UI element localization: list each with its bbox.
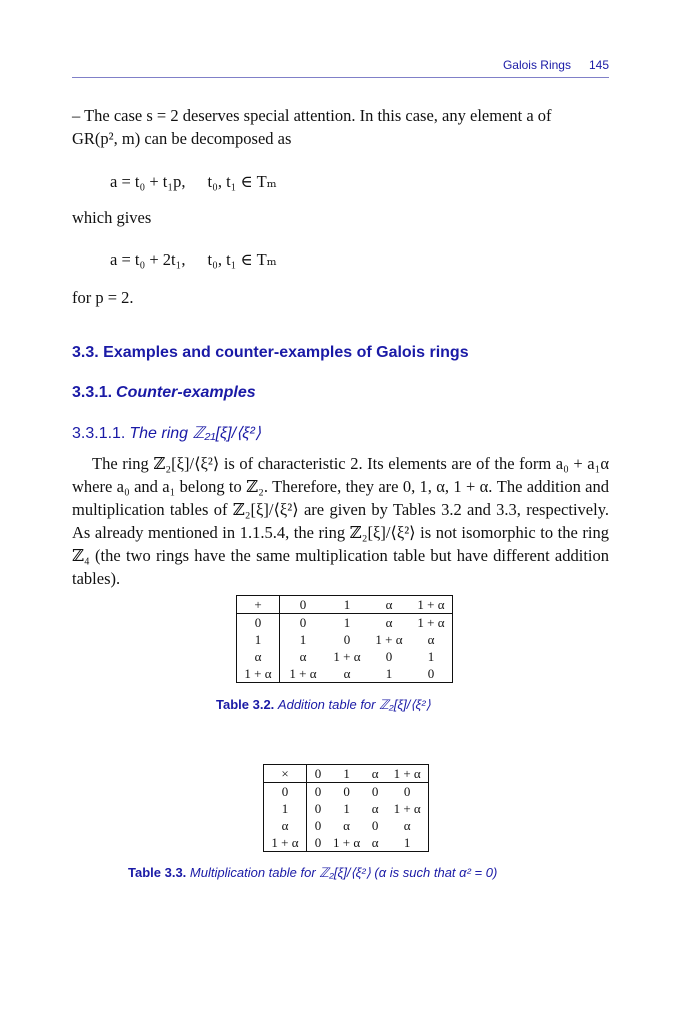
table-cell: 0 (385, 648, 393, 664)
addition-table-header-row (237, 596, 453, 614)
table-row (264, 834, 429, 852)
table-cell: 1 (343, 614, 351, 630)
caption-label: Table 3.2. (216, 697, 275, 712)
table-cell: 1 + α (410, 596, 453, 614)
table-cell: 1 + α (289, 665, 317, 681)
table-cell: 0 (314, 834, 322, 850)
table-cell: α (364, 765, 386, 783)
for-p: for p = 2. (72, 288, 134, 307)
addition-table-caption (216, 697, 431, 713)
subsubsection-number: 3.3.1.1. (72, 425, 126, 442)
table-cell: 0 (314, 800, 322, 816)
table-cell: α (343, 665, 351, 681)
table-cell: 0 (264, 783, 307, 801)
multiplication-table-header-row (264, 765, 429, 783)
table-cell: 1 (403, 834, 411, 850)
table-cell: 1 + α (393, 800, 421, 816)
table-cell: 0 (307, 765, 330, 783)
table-cell: 0 (343, 783, 350, 799)
table-cell: + (237, 596, 280, 614)
page-number: 145 (588, 58, 609, 72)
table-cell: α (371, 834, 379, 850)
eq2-lhs: a = t₀ + 2t₁, (110, 250, 186, 269)
table-cell: 1 (329, 765, 364, 783)
table-cell: 1 (326, 596, 368, 614)
table-row (264, 800, 429, 817)
body-paragraph: The ring ℤ₂[ξ]/⟨ξ²⟩ is of characteristic 2. Its elements are of the form a₀ + a₁α where a₀ and a₁ belong to ℤ₂. Therefore, they are 0, 1, α, 1 + α. The addition and multiplication tables of ℤ₂[ξ]/⟨ξ²⟩ are given by Tables 3.2 and 3.3, respectively. As already mentioned in 1.1.5.4, the ring ℤ₂[ξ]/⟨ξ²⟩ is not isomorphic to the ring ℤ₄ (the two rings have the same multiplication table but have different addition tables). (72, 454, 609, 588)
table-cell: α (237, 648, 280, 665)
table-cell: × (264, 765, 307, 783)
table-cell: α (427, 631, 435, 647)
table-cell: 1 (343, 800, 350, 816)
intro-line-2: GR(p², m) can be decomposed as (72, 129, 292, 148)
table-cell: α (343, 817, 350, 833)
table-cell: 0 (371, 817, 379, 833)
caption-text: Addition table for ℤ₂[ξ]/⟨ξ²⟩ (277, 697, 431, 712)
addition-table (236, 595, 453, 683)
table-cell: α (371, 800, 379, 816)
table-cell: 1 + α (237, 665, 280, 683)
multiplication-table-caption (128, 865, 497, 881)
subsection-title: Counter-examples (116, 384, 256, 401)
table-row (237, 631, 453, 648)
header-title: Galois Rings (502, 58, 571, 72)
table-cell: 1 (299, 631, 307, 647)
table-cell: 0 (314, 783, 322, 799)
table-cell: 0 (403, 783, 411, 799)
table-cell: α (264, 817, 307, 834)
eq2-rhs: t₀, t₁ ∈ Tₘ (207, 250, 277, 269)
equation-1 (110, 172, 277, 192)
eq1-rhs: t₀, t₁ ∈ Tₘ (207, 172, 277, 191)
table-cell: 1 (237, 631, 280, 648)
subsubsection-heading (72, 423, 261, 443)
intro-line-1: – The case s = 2 deserves special attention. In this case, any element a of (72, 106, 552, 125)
table-cell: 0 (299, 614, 307, 630)
table-cell: 1 (427, 648, 435, 664)
caption-label: Table 3.3. (128, 865, 187, 880)
table-cell: 1 + α (386, 765, 429, 783)
table-cell: 0 (371, 783, 379, 799)
caption-text: Multiplication table for ℤ₂[ξ]/⟨ξ²⟩ (α is such that α² = 0) (189, 865, 498, 880)
table-cell: 1 + α (417, 614, 445, 630)
subsubsection-title: The ring ℤ₂₁[ξ]/⟨ξ²⟩ (129, 425, 262, 442)
table-cell: 0 (280, 596, 327, 614)
table-cell: 1 + α (264, 834, 307, 852)
multiplication-table (263, 764, 429, 852)
header-rule (72, 77, 609, 78)
subsection-number: 3.3.1. (72, 384, 113, 401)
table-cell: 0 (237, 614, 280, 632)
table-cell: 0 (427, 665, 435, 681)
table-row (264, 783, 429, 801)
running-header (503, 58, 609, 72)
table-cell: 1 + α (375, 631, 403, 647)
table-cell: α (299, 648, 307, 664)
table-cell: 1 + α (333, 648, 361, 664)
table-cell: α (368, 596, 410, 614)
eq1-lhs: a = t₀ + t₁p, (110, 172, 186, 191)
table-cell: 1 (385, 665, 393, 681)
table-cell: α (385, 614, 393, 630)
which-gives: which gives (72, 208, 152, 227)
section-heading (72, 344, 469, 362)
table-cell: 0 (314, 817, 322, 833)
subsection-heading (72, 384, 256, 402)
table-row (237, 614, 453, 632)
equation-2 (110, 250, 277, 270)
table-cell: 0 (343, 631, 351, 647)
section-number: 3.3. (72, 344, 99, 361)
table-cell: 1 + α (333, 834, 361, 850)
table-row (237, 648, 453, 665)
table-cell: α (403, 817, 411, 833)
table-row (264, 817, 429, 834)
table-cell: 1 (264, 800, 307, 817)
table-row (237, 665, 453, 683)
section-title: Examples and counter-examples of Galois rings (103, 344, 469, 361)
